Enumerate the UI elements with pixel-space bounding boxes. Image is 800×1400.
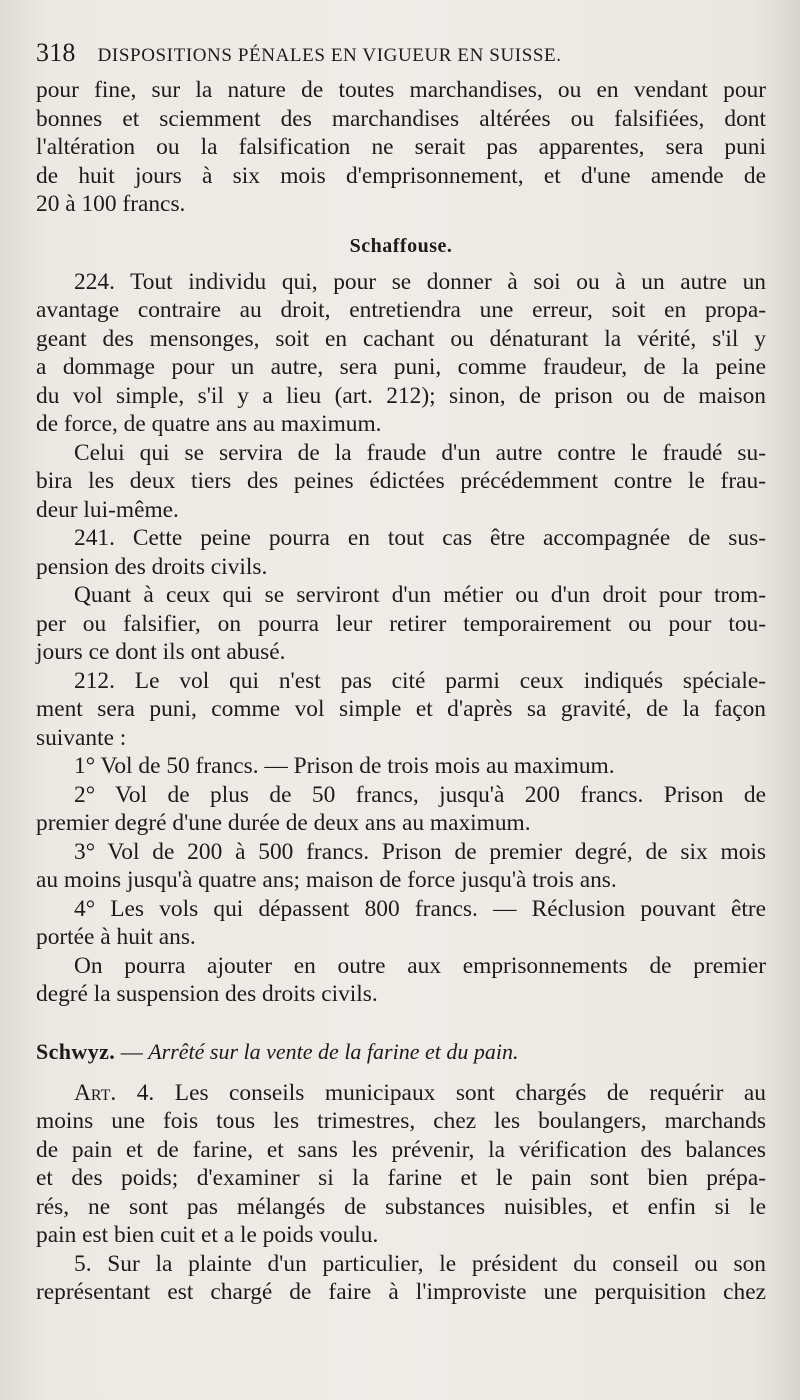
running-header <box>36 38 766 68</box>
text-line: premier degré d'une durée de deux ans au maximum. <box>36 810 531 836</box>
text-line: 224. Tout individu qui, pour se donner à soi ou à un autre un <box>74 268 766 295</box>
text-line: 4° Les vols qui dépassent 800 francs. — Réclusion pouvant être <box>74 895 766 922</box>
text-line: pension des droits civils. <box>36 553 268 580</box>
paragraph-civil-rights <box>36 952 766 1009</box>
list-item-3 <box>36 838 766 895</box>
running-title: DISPOSITIONS PÉNALES EN VIGUEUR EN SUISSE. <box>97 45 562 66</box>
text-line: 20 à 100 francs. <box>36 191 186 217</box>
text-line: Celui qui se servira de la fraude d'un autre contre le fraudé su- <box>74 439 766 466</box>
text-line: 5. Sur la plainte d'un particulier, le président du conseil ou son <box>74 1250 766 1277</box>
text-line: Quant à ceux qui se serviront d'un métier ou d'un droit pour trom- <box>74 582 766 608</box>
paragraph-art-224 <box>36 268 766 439</box>
text-line: au moins jusqu'à quatre ans; maison de force jusqu'à trois ans. <box>36 867 617 893</box>
text-line: 3° Vol de 200 à 500 francs. Prison de premier degré, de six mois <box>74 838 766 865</box>
text-line: ment sera puni, comme vol simple et d'après sa gravité, de la façon <box>36 696 766 722</box>
text-line: a dommage pour un autre, sera puni, comme fraudeur, de la peine <box>36 354 766 380</box>
title-dash: — <box>115 1038 149 1064</box>
text-line: représentant est chargé de faire à l'improviste une perquisition chez <box>36 1279 766 1305</box>
heading-schwyz <box>36 1039 766 1065</box>
paragraph-art-4 <box>36 1079 766 1250</box>
text-line: et des poids; d'examiner si la farine et le pain sont bien prépa- <box>36 1165 766 1191</box>
text-fragment: 4. Les conseils municipaux sont chargés de requérir au <box>116 1079 766 1106</box>
text-line: portée à huit ans. <box>36 924 196 950</box>
paragraph-art-212 <box>36 667 766 753</box>
text-line: On pourra ajouter en outre aux emprisonnements de premier <box>74 952 766 979</box>
text-line: degré la suspension des droits civils. <box>36 981 378 1007</box>
text-line: suivante : <box>36 724 127 751</box>
paragraph-art-241 <box>36 524 766 581</box>
paragraph-trade-abuse <box>36 581 766 667</box>
text-line: du vol simple, s'il y a lieu (art. 212); sinon, de prison ou de maison <box>36 382 766 409</box>
text-line: de pain et de farine, et sans les prévenir, la vérification des balances <box>36 1136 766 1163</box>
text-line: 2° Vol de plus de 50 francs, jusqu'à 200 francs. Prison de <box>74 781 766 808</box>
canton-name: Schwyz. <box>36 1038 116 1064</box>
decree-title: Arrêté sur la vente de la farine et du pain. <box>148 1038 519 1064</box>
text-line: 1° Vol de 50 francs. — Prison de trois mois au maximum. <box>74 753 615 779</box>
text-line: 212. Le vol qui n'est pas cité parmi ceux indiqués spéciale- <box>74 667 766 694</box>
paragraph-art-5 <box>36 1250 766 1307</box>
text-line: rés, ne sont pas mélangés de substances nuisibles, et enfin si le <box>36 1193 766 1220</box>
heading-schaffouse: Schaffouse. <box>349 234 453 257</box>
paragraph-intro <box>36 76 766 219</box>
art-label: Art. <box>74 1079 117 1106</box>
paragraph-fraud-others <box>36 439 766 525</box>
text-line: geant des mensonges, soit en cachant ou dénaturant la vérité, s'il y <box>36 325 766 352</box>
list-item-4 <box>36 895 766 952</box>
list-item-2 <box>36 781 766 838</box>
text-line: de force, de quatre ans au maximum. <box>36 411 382 437</box>
page-number: 318 <box>36 38 76 67</box>
text-line: moins une fois tous les trimestres, chez les boulangers, marchands <box>36 1108 766 1134</box>
text-line: bira les deux tiers des peines édictées précédemment contre le frau- <box>36 468 766 494</box>
text-line: per ou falsifier, on pourra leur retirer temporairement ou pour tou- <box>36 610 766 637</box>
text-line: pour fine, sur la nature de toutes marchandises, ou en vendant pour <box>36 77 766 103</box>
text-line <box>36 1079 766 1108</box>
text-line: bonnes et sciemment des marchandises altérées ou falsifiées, dont <box>36 105 766 132</box>
list-item-1 <box>36 752 766 781</box>
text-line: pain est bien cuit et a le poids voulu. <box>36 1222 379 1248</box>
text-line: deur lui-même. <box>36 496 179 523</box>
text-line: 241. Cette peine pourra en tout cas être accompagnée de sus- <box>74 525 766 551</box>
text-line: de huit jours à six mois d'emprisonnement, et d'une amende de <box>36 162 766 189</box>
text-line: jours ce dont ils ont abusé. <box>36 639 286 665</box>
text-line: avantage contraire au droit, entretiendra une erreur, soit en propa- <box>36 297 766 323</box>
text-line: l'altération ou la falsification ne serait pas apparentes, sera puni <box>36 134 766 160</box>
